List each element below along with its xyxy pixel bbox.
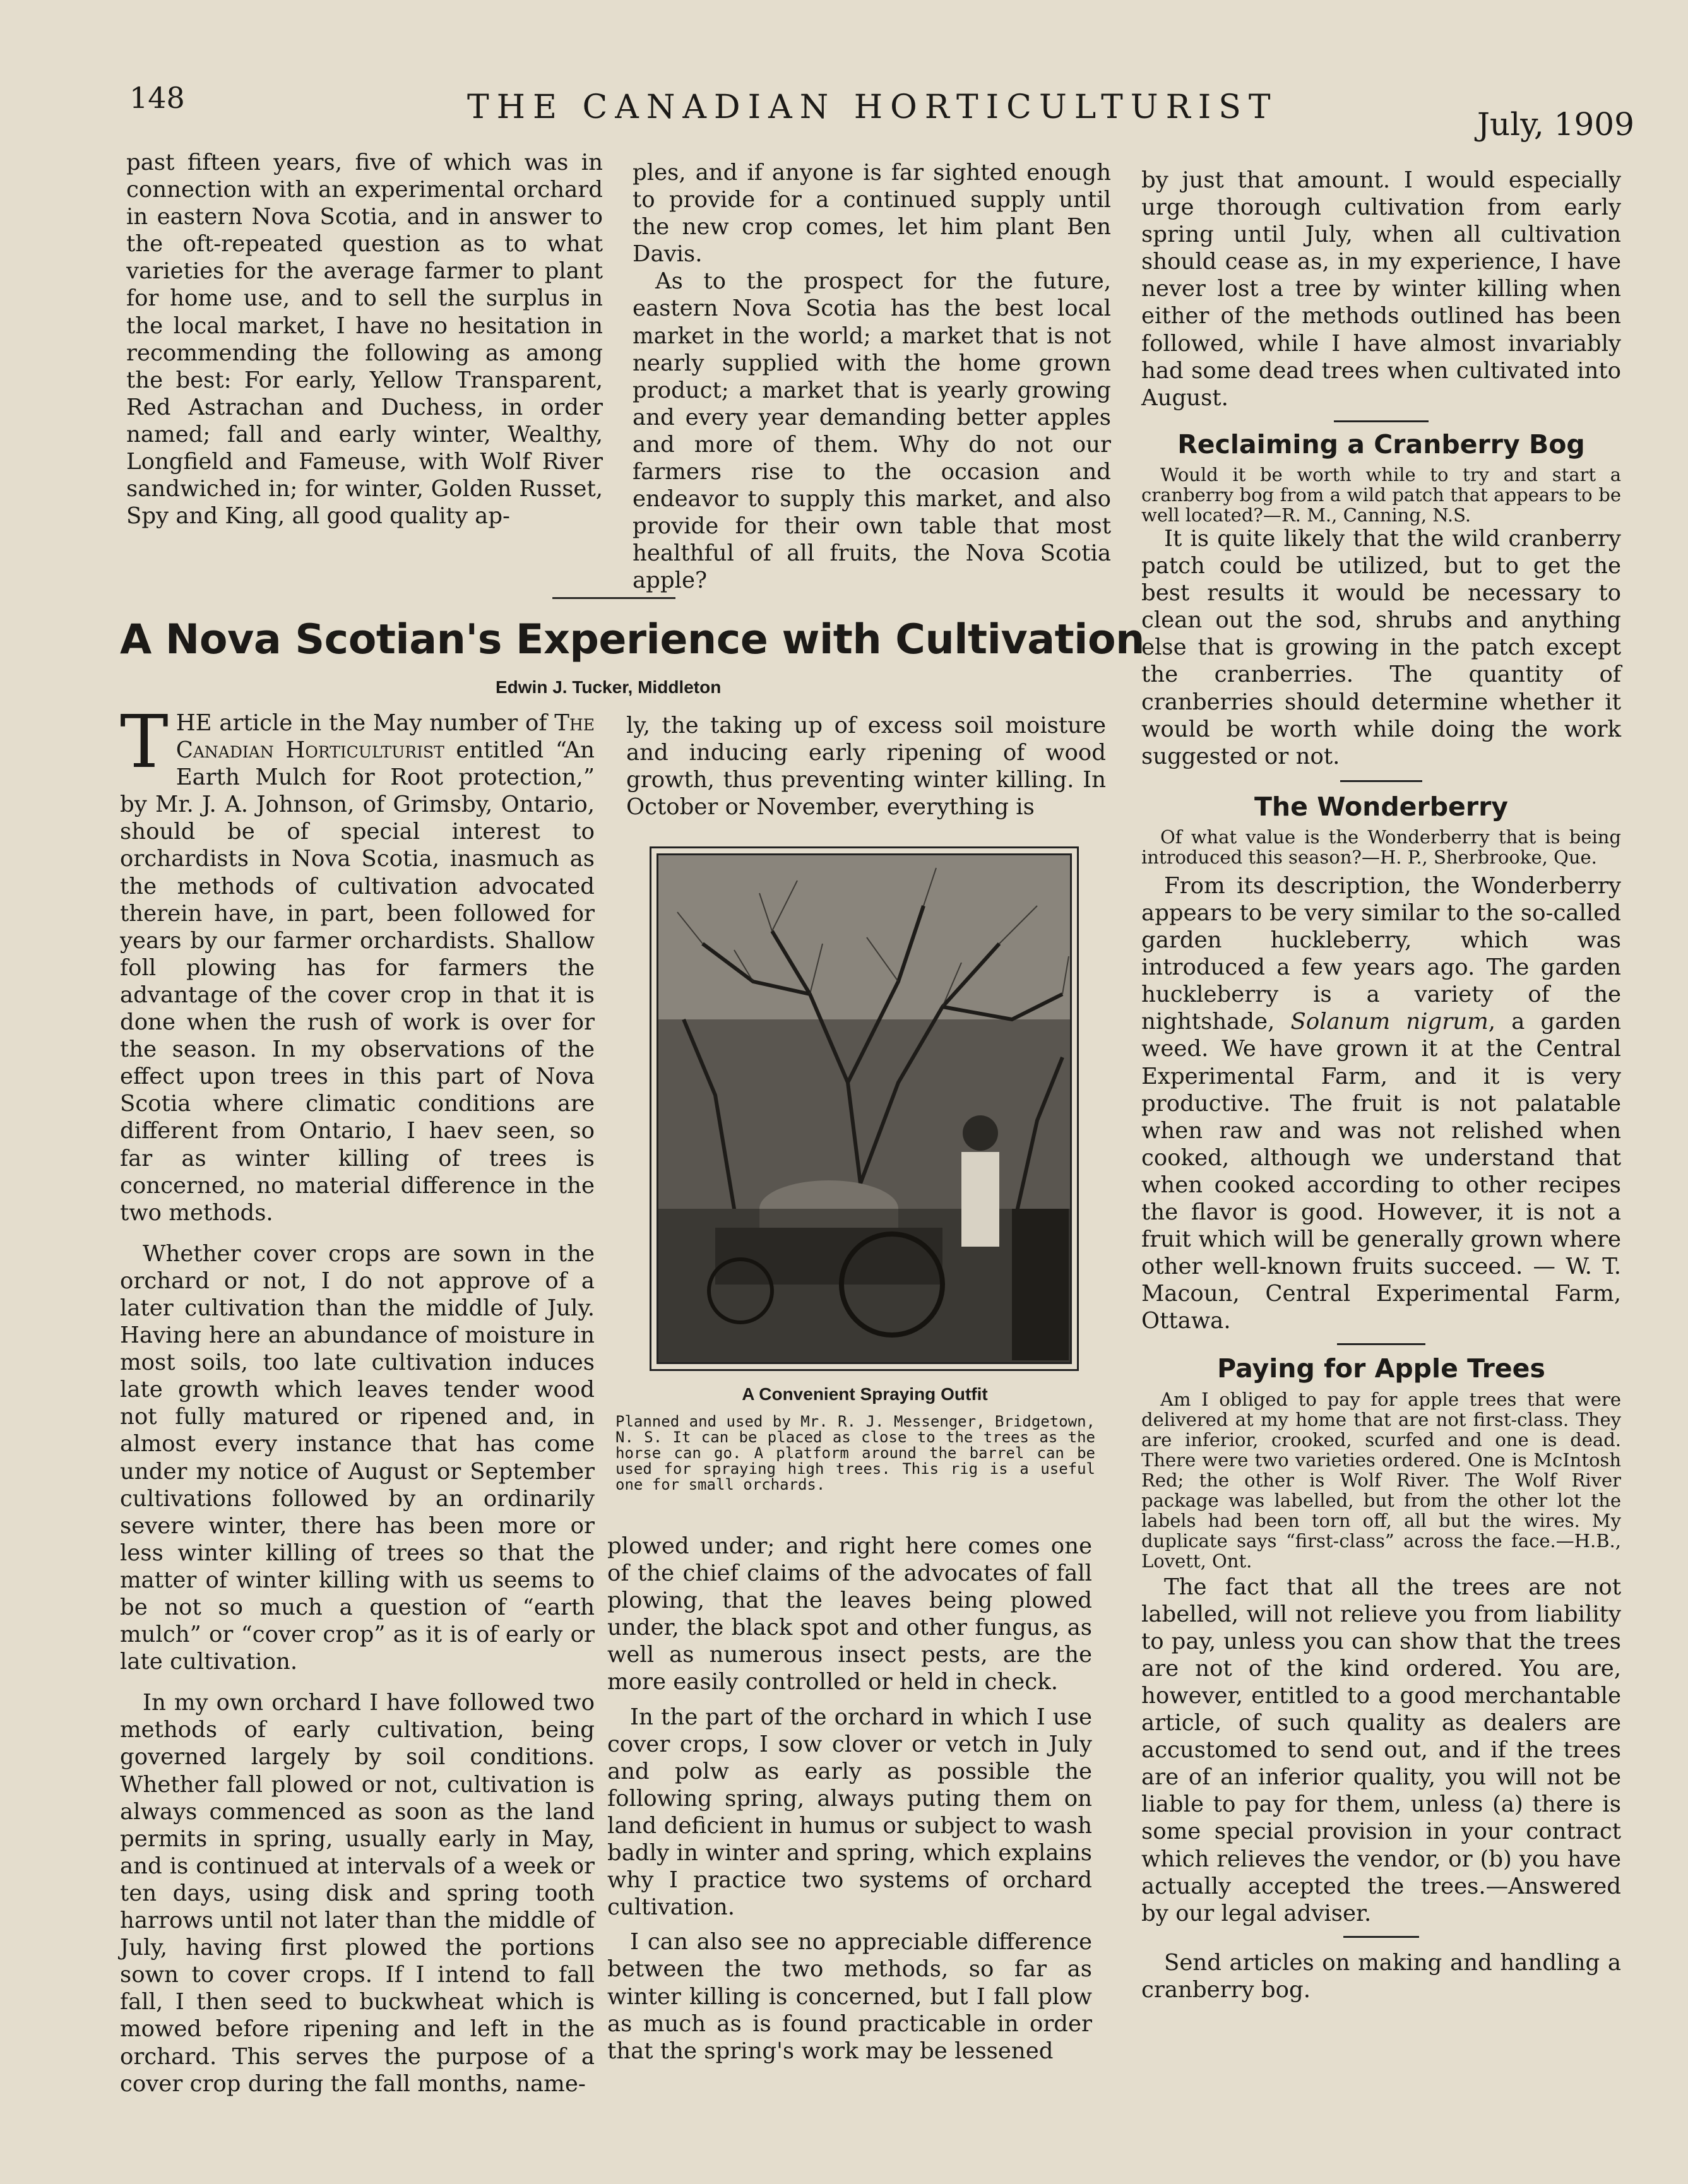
article-conclusion: by just that amount. I would especially urge thorough cultivation from early spring until July, when all cultivation should cease as, in my experience, I have never lost a tree by winter killing when either of the methods outlined has been followed, while I have almost invariably had some dead trees when cultivated into August. xyxy=(1141,167,1621,411)
cranberry-question: Would it be worth while to try and start a cranberry bog from a wild patch that appears to be well located?—R. M., Canning, N.S. xyxy=(1141,463,1621,526)
apple-trees-answer: The fact that all the trees are not labelled, will not relieve you from liability to pay, unless you can show that the trees are not of the kind ordered. You are, however, entitled to a good merchantable article, of such quality as dealers are accustomed to send out, and if the trees are of an inferior quality, you will not be liable to pay for them, unless (a) there is some special provision in your contract which relieves the vendor, or (b) you have actually accepted the trees.—Answered by our legal adviser. xyxy=(1141,1574,1621,1926)
article-para: I can also see no appreciable difference between the two methods, so far as winter killing is concerned, but I fall plow as much as is found practicable in order that the spring's work may be lessened xyxy=(607,1929,1092,2064)
magazine-name: The Canadian Horticulturist xyxy=(175,710,595,764)
article-para: In my own orchard I have followed two methods of early cultivation, being governed largely by soil conditions. Whether fall plowed or not, cultivation is always commenced as soon as the land permits in spring, usually early in May, and is continued at intervals of a week or ten days, using disk and spring tooth harrows until not later than the middle of July, having first plowed the portions sown to cover crops. If I intend to fall fall, I then seed to buckwheat which is mowed before ripening and left in the orchard. This serves the purpose of a cover crop during the fall months, name- xyxy=(120,1690,595,2097)
page-number: 148 xyxy=(129,81,185,115)
article-headline: A Nova Scotian's Experience with Cultivation xyxy=(120,616,1144,663)
apple-trees-question: Am I obliged to pay for apple trees that were delivered at my home that are not first-class. They are inferior, crooked, scurfed and one is dead. There were two varieties ordered. One is McIntosh Red; the other is Wolf River. The Wolf River package was labelled, but from the other lot the labels had been torn off, all but the wires. My duplicate says “first-class” across the face.—H.B., Lovett, Ont. xyxy=(1141,1388,1621,1572)
article-byline: Edwin J. Tucker, Middleton xyxy=(496,677,722,697)
wonderberry-answer: From its description, the Wonderberry appears to be very similar to the so-called garden huckleberry, which was introduced a few years ago. The garden huckleberry is a variety of the nightshade, Solanum nigrum, a garden weed. We have grown it at the Central Experimental Farm, and it is very productive. The fruit is not palatable when raw and was not relished when cooked, although we understand that when cooked according to other recipes the flavor is good. However, it is not a fruit which will be generally grown where other well-known fruits succeed. — W. T. Macoun, Central Experimental Farm, Ottawa. xyxy=(1141,872,1621,1334)
photo-caption-text: Planned and used by Mr. R. J. Messenger, Bridgetown, N. S. It can be placed as close to the trees as the horse can go. A platform around the barrel can be used for spraying high trees. This rig is a useful one for small orchards. xyxy=(615,1413,1095,1493)
right-column xyxy=(1141,167,1621,2003)
cranberry-heading: Reclaiming a Cranberry Bog xyxy=(1177,429,1585,460)
section-divider xyxy=(1343,1936,1419,1938)
section-divider xyxy=(1340,780,1422,782)
running-title: THE CANADIAN HORTICULTURIST xyxy=(467,88,1278,126)
main-article-col1 xyxy=(120,700,595,2098)
article-para: Whether cover crops are sown in the orchard or not, I do not approve of a later cultivation than the middle of July. Having here an abundance of moisture in most soils, too late cultivation induces late growth which leaves tender wood not fully matured or ripened and, in almost every instance that has come under my notice of August or September cultivations followed by an ordinarily severe winter, there has been more or less winter killing of trees so that the matter of winter killing with us seems to be not so much a question of “earth mulch” or “cover crop” as it is of early or late cultivation. xyxy=(120,1240,595,1675)
article-para: plowed under; and right here comes one of the chief claims of the advocates of fall plowing, that the leaves being plowed under, the black spot and other fungus, as well as numerous insect pests, are the more easily controlled or held in check. xyxy=(607,1533,1092,1695)
closing-note: Send articles on making and handling a cranberry bog. xyxy=(1141,1949,1621,2003)
top-article-text: past fifteen years, five of which was in connection with an experimental orchard in eastern Nova Scotia, and in answer to the oft-repeated question as to what varieties for the average farmer to plant for home use, and to sell the surplus in the local market, I have no hesitation in recommending the following as among the best: For early, Yellow Transparent, Red Astrachan and Duchess, in order named; fall and early winter, Wealthy, Longfield and Fameuse, with Wolf River sandwiched in; for winter, Golden Russet, Spy and King, all good quality ap- xyxy=(126,150,603,530)
article-para: THE article in the May number of The Canadian Horticulturist entitled “An Earth Mulch for Root protection,” by Mr. J. A. Johnson, of Grimsby, Ontario, should be of special interest to orchardists in Nova Scotia, inasmuch as the methods of cultivation advocated therein have, in part, been followed for years by our farmer orchardists. Shallow foll plowing has for farmers the advantage of the cover crop in that it is done when the rush of work is over for the season. In my observations of the effect upon trees in this part of Nova Scotia where climatic conditions are different from Ontario, I haev seen, so far as winter killing of trees is concerned, no material difference in the two methods. xyxy=(120,700,595,1226)
species-name: Solanum nigrum xyxy=(1290,1009,1489,1035)
photo-illustration xyxy=(658,855,1070,1362)
top-article-col2 xyxy=(633,159,1111,595)
spraying-outfit-photo xyxy=(657,853,1072,1364)
main-article-col2-bottom xyxy=(607,1533,1092,2065)
section-divider xyxy=(552,597,675,599)
cranberry-answer: It is quite likely that the wild cranberry patch could be utilized, but to get the best results it would be necessary to clean out the sod, shrubs and anything else that is growing in the patch except the cranberries. The quantity of cranberries should determine whether it would be worth while doing the work suggested or not. xyxy=(1141,525,1621,769)
section-divider xyxy=(1337,1343,1425,1345)
article-para: In the part of the orchard in which I use cover crops, I sow clover or vetch in July and polw as early as possible the following spring, always puting them on land deficient in humus or subject to wash badly in winter and spring, which explains why I practice two systems of orchard cultivation. xyxy=(607,1704,1092,1921)
wonderberry-heading: The Wonderberry xyxy=(1254,791,1509,822)
article-para: ly, the taking up of excess soil moisture and inducing early ripening of wood growth, thus preventing winter killing. In October or November, everything is xyxy=(626,713,1106,821)
issue-date: July, 1909 xyxy=(1477,106,1634,143)
top-article-para: ples, and if anyone is far sighted enough to provide for a continued supply until the new crop comes, let him plant Ben Davis. xyxy=(633,160,1111,268)
main-article-col2-top xyxy=(626,712,1106,821)
drop-cap: T xyxy=(120,700,169,785)
photo-caption-title: A Convenient Spraying Outfit xyxy=(742,1384,988,1404)
section-divider xyxy=(1334,420,1429,422)
top-article-para: As to the prospect for the future, eastern Nova Scotia has the best local market in the world; a market that is not nearly supplied with the home grown product; a market that is yearly growing and every year demanding better apples and more of them. Why do not our farmers rise to the occasion and endeavor to supply this market, and also provide for their own table that most healthful of all fruits, the Nova Scotia apple? xyxy=(633,268,1111,594)
apple-trees-heading: Paying for Apple Trees xyxy=(1217,1353,1545,1384)
wonderberry-question: Of what value is the Wonderberry that is being introduced this season?—H. P., Sherbrooke, Que. xyxy=(1141,826,1621,868)
top-article-col1 xyxy=(126,149,603,530)
